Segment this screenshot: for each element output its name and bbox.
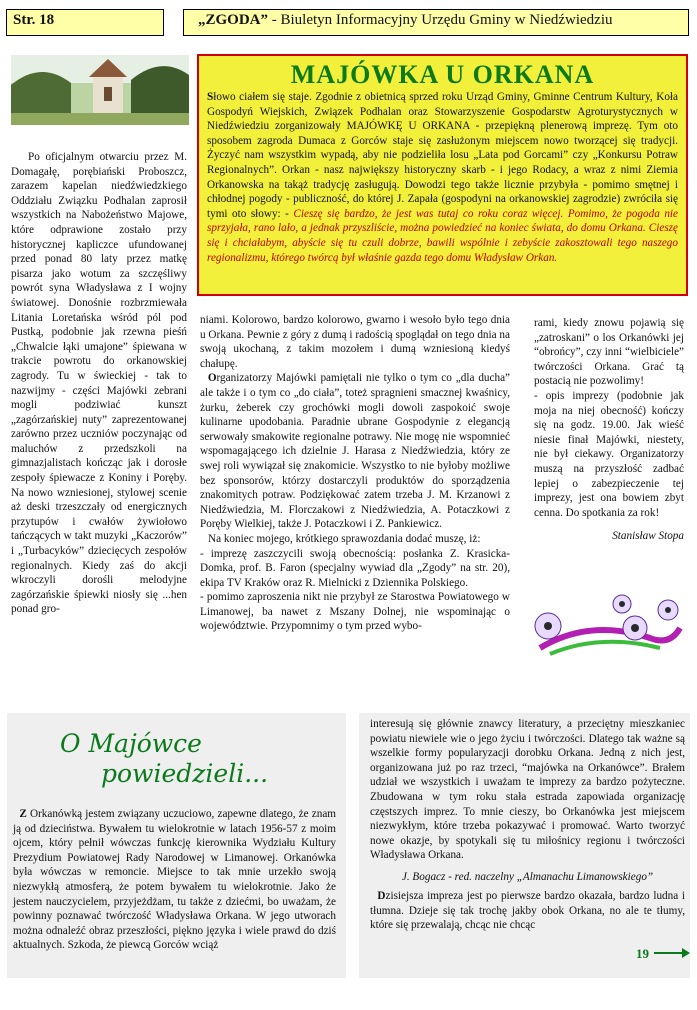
quotes-left-text <box>13 807 336 953</box>
col2-p1: niami. Kolorowo, bardzo kolorowo, gwarno i wesoło było tego dnia u Orkana. Pewnie z góry z dumą i radością spoglądał on tego dnia na swoją ukochaną, z takim mozołem i dumą wzniesioną kiedyś chałupę. <box>200 314 510 370</box>
quote-right-cap: D <box>377 889 386 902</box>
feature-text: łowo ciałem się staje. Zgodnie z obietnicą sprzed roku Urząd Gminy, Gminne Centrum Kultury, Koła Gospodyń Wiejskich, Związek Podhalan oraz Stowarzyszenie Gospodarstw Agroturystycznych w Niedźwiedziu zorganizowały MAJÓWKĘ U ORKANA - przepiękną plenerową imprezę. Tym oto sposobem zagroda Dumaca z Gorców staje się zasłużonym miejscem nowo tworzącej się tradycji. Życzyć nam wszystkim wypadą, aby nie podzieliła losu „Lata pod Gorcami” czy „Konkursu Potraw Regionalnych”. Orkan - nasz największy historyczny skarb - i jego Rodacy, a wraz z nimi Ziemia Orkanowska na takąż tradycję zasługują. Dowodzi tego także licznie przybyła - pomimo smętnej i chłodnej pogody - publiczność, do której J. Zapała (gospodyni na orkanowskiej zagrodzie) zwróciła się tymi oto słowy: - <box>207 91 678 220</box>
column-left <box>11 150 187 617</box>
col3-p1: rami, kiedy znowu pojawią się „zatroskani” o los Orkanówki jej “obrońcy”, czy inni “wielbiciele” twórczości Orkana. Grać tą postacią nie pozwolimy! <box>534 317 684 388</box>
section-title-line1: O Majówce <box>60 729 202 758</box>
column-left-text <box>11 150 187 617</box>
next-page-number[interactable]: 19 <box>636 946 649 961</box>
quote-right-paragraph: interesują się głównie znawcy literatury, a przeciętny mieszkaniec powiatu niewiele wie o jego życiu i twórczości. Dlatego tak ważne są wszelkie formy popularyzacji dorobku Orkana. Jedną z nich jest, organizowana już po raz trzeci, “majówka na Orkanówce”. Brałem udział we wszystkich i uważam te imprezy za bardzo pożyteczne. Zbudowana w tym roku stała estrada zapowiada organizację częstszych imprez. To mnie cieszy, bo Orkanówka jest miejscem niezwykłym, które trzeba pokazywać i promować. Warto tworzyć nowe okazje, by spotykali się tu miłośnicy regionu i twórczości Władysława Orkana. <box>370 718 685 862</box>
running-header <box>183 9 689 36</box>
col2-p2-text: rganizatorzy Majówki pamiętali nie tylko o tym co „dla ducha” ale także i o tym co „do ciała”, toteż spragnieni smacznej kwaśnicy, żurku, żeberek czy grochówki mogli dowoli zaspokoić swoje kulinarne upodobania. Paradnie ubrane Gospodynie z elegancją serwowały smakowite regionalne potrawy. Nie mogę nie wspomnieć wspomagającego ich dzielnie J. Harasa z Niedźwiedzia, który ze swej roli wywiązał się znakomicie. Wszystko to nie byłoby możliwe bez sponsorów, którzy dostarczyli produktów do sporządzenia znakomitych potraw. Podziękować zatem trzeba J. M. Krzanowi z Niedźwiedzia, M. Florczakowi z Niedźwiedzia, A. Potaczkowi z Poręby Wielkiej, także J. Potaczkowi i Z. Pankiewicz. <box>200 372 510 531</box>
feature-dropcap: S <box>207 91 214 103</box>
bulletin-name: „ZGODA” <box>198 12 269 28</box>
bulletin-subtitle: - Biuletyn Informacyjny Urzędu Gminy w Niedźwiedziu <box>268 12 613 28</box>
feature-body <box>207 90 678 265</box>
quote-left-body: Orkanówką jestem związany uczuciowo, zapewne dlatego, że znam ją od dzieciństwa. Bywałem tu wielokrotnie w latach 1956-57 z moim ojcem, który pełnił wówczas funkcję kierownika Wydziału Kultury Prezydium Powiatowej Rady Narodowej w Limanowej. Orkanówka była wówczas w remoncie. Miejsce to tak mnie urzekło swoją niezwykłą atmosferą, że potem bywałem tu wielokrotnie. Jako że jestem nauczycielem, przyjeżdżam, tu także z dziećmi, bo uważam, że powinny poznawać twórczość Władysława Orkana. W jego utworach można odnaleźć obraz przeszłości, piękno języka i wiele prawd do dziś aktualnych. Szkoda, że piewcą Gorców wciąż <box>13 808 336 952</box>
col3-p2: - opis imprezy (podobnie jak moja na niej obecność) kończy się na godz. 19.00. Jak wieść niesie finał Majówki, niestety, nie był ciekawy. Organizatorzy muszą na przyszłość zadbać lepiej o zabezpieczenie tej imprezy, jest ona bowiem zbyt cenna. Do spotkania za rok! <box>534 389 684 519</box>
page-number: Str. 18 <box>13 12 55 28</box>
column-middle <box>200 313 510 634</box>
feature-quote: Cieszę się bardzo, że jest was tutaj co roku coraz więcej. Pomimo, że pogoda nie sprzyjała, rano lało, a jednak przyszliście, można powiedzieć na koniec świata, do domu Orkana. Cieszę się i chciałabym, abyście się tu czuli dobrze, bawili wspólnie i zebyście zakosztowali tego naszego regionalizmu, którego twórcą był właśnie gazda tego domu Władysław Orkan. <box>207 207 678 264</box>
column-left-cap: Po <box>27 151 40 163</box>
feature-title: MAJÓWKA U ORKANA <box>290 60 595 89</box>
quote-right-body: zisiejsza impreza jest po pierwsze bardzo okazała, bardzo ludna i tłumna. Dzieje się tak trochę jakby obok Orkana, no ale te tłumy, które się przewalają, chcąc nie chcąc <box>370 889 685 932</box>
quote-left-cap: Z <box>19 808 27 820</box>
quotes-right-text <box>370 717 685 933</box>
col2-p5: - pomimo zaproszenia nikt nie przybył ze Starostwa Powiatowego w Limanowej, ba nawet z Mszany Dolnej, nie wspominając o województwie. Przypomnimy o tym przed wybo- <box>200 591 510 633</box>
feature-article <box>197 54 688 296</box>
column-left-body: oficjalnym otwarciu przez M. Domagałę, porębiański Proboszcz, zarazem kapelan niedźwiedzkiego Oddziału Związku Podhalan zaprosił wszystkich na Nabożeństwo Majowe, które odprawione zostało przy historycznej kapliczce ufundowanej przed ponad 80 laty przez matkę pisarza jako wotum za szczęśliwy powrót syna Władysława z I wojny światowej. Donośnie rozbrzmiewała Litania Loretańska wśród pól pod Pustką, podobnie jak rzewna pieśń „Chwalcie łąki umajone” śpiewana w trakcie powrotu do orkanowskiej zagrody. Tu w świeckiej - tak to nazwijmy - części Majówki zebrani mogli podziwiać kunszt „zagórzańskiej nuty” zaprezentowanej zarówno przez uczniów poczynając od maluchów z przedszkoli na gimnazjalistach kończąc jak i dorosłe zespoły śpiewacze z Koniny i Poręby. Na nowo wzniesionej, stylowej scenie aż deski trzeszczały od energicznych przytupów i cwałów żywiołowo tańczących w takt muzyki „Kaczorów” i „Turbacyków” dziecięcych zespołów regionalnych. Kiedy zaś do akcji wkroczyli dorośli melodyjne zagórzańskie śpiewki niosły się ...hen ponad gro- <box>11 151 187 616</box>
col2-p3: Na koniec mojego, krótkiego sprawozdania dodać muszę, iż: <box>208 532 481 545</box>
author-signature: Stanisław Stopa <box>612 530 684 543</box>
col2-p2 <box>200 371 510 532</box>
quote-right-paragraph2 <box>370 889 685 933</box>
quote-signature: J. Bogacz - red. naczelny „Almanachu Limanowskiego” <box>401 870 654 883</box>
col2-p4: - imprezę zaszczycili swoją obecnością: posłanka Z. Krasicka-Domka, prof. B. Faron (specjalny wywiad dla „Zgody” na str. 20), ekipa TV Kraków oraz R. Mielnicki z Dziennika Polskiego. <box>200 547 510 589</box>
chapel-photo <box>11 55 189 125</box>
quote-left-paragraph <box>13 807 336 953</box>
page-number-box <box>6 9 164 36</box>
next-page-arrow-icon[interactable] <box>654 952 688 954</box>
flower-illustration <box>530 588 688 666</box>
column-right <box>534 316 684 542</box>
section-title-line2: powiedzieli... <box>101 759 269 788</box>
col2-p2-cap: O <box>207 372 217 385</box>
